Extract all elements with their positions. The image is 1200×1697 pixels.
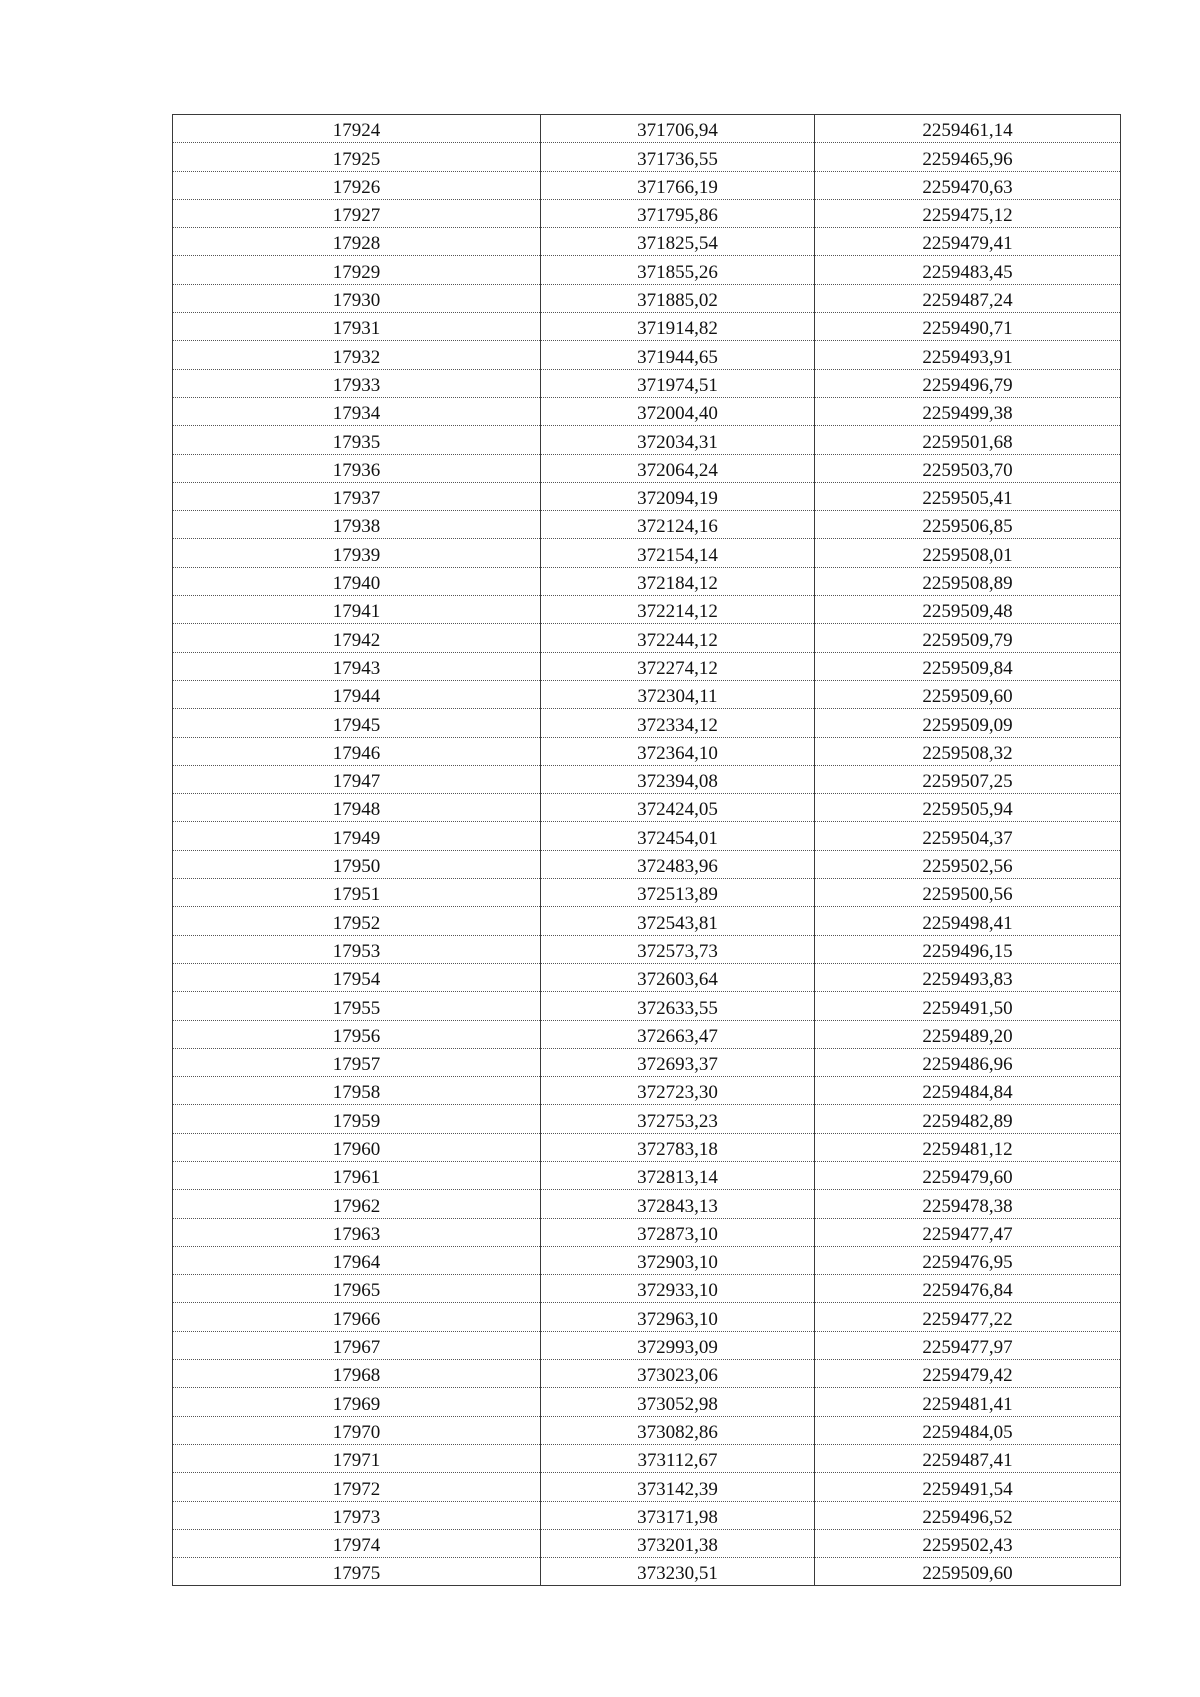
point-number-cell: 17957: [173, 1048, 541, 1076]
table-row: [173, 1388, 1121, 1416]
x-coordinate-cell: 372513,89: [541, 879, 815, 907]
y-coordinate-cell: 2259491,54: [815, 1473, 1121, 1501]
point-number-cell: 17973: [173, 1501, 541, 1529]
table-row: [173, 822, 1121, 850]
table-row: [173, 1275, 1121, 1303]
x-coordinate-cell: 373023,06: [541, 1360, 815, 1388]
y-coordinate-cell: 2259509,60: [815, 1558, 1121, 1586]
y-coordinate-cell: 2259477,47: [815, 1218, 1121, 1246]
x-coordinate-cell: 371855,26: [541, 256, 815, 284]
y-coordinate-cell: 2259490,71: [815, 313, 1121, 341]
x-coordinate-cell: 372394,08: [541, 765, 815, 793]
x-coordinate-cell: 372274,12: [541, 652, 815, 680]
y-coordinate-cell: 2259487,24: [815, 284, 1121, 312]
y-coordinate-cell: 2259489,20: [815, 1020, 1121, 1048]
table-row: [173, 1303, 1121, 1331]
table-row: [173, 1246, 1121, 1274]
table-row: [173, 794, 1121, 822]
x-coordinate-cell: 371766,19: [541, 171, 815, 199]
x-coordinate-cell: 372184,12: [541, 567, 815, 595]
point-number-cell: 17946: [173, 737, 541, 765]
point-number-cell: 17975: [173, 1558, 541, 1586]
table-row: [173, 143, 1121, 171]
x-coordinate-cell: 372334,12: [541, 709, 815, 737]
table-row: [173, 539, 1121, 567]
table-row: [173, 482, 1121, 510]
x-coordinate-cell: 372783,18: [541, 1133, 815, 1161]
y-coordinate-cell: 2259508,89: [815, 567, 1121, 595]
y-coordinate-cell: 2259509,09: [815, 709, 1121, 737]
point-number-cell: 17932: [173, 341, 541, 369]
y-coordinate-cell: 2259509,60: [815, 680, 1121, 708]
y-coordinate-cell: 2259509,84: [815, 652, 1121, 680]
x-coordinate-cell: 371974,51: [541, 369, 815, 397]
point-number-cell: 17952: [173, 907, 541, 935]
x-coordinate-cell: 373171,98: [541, 1501, 815, 1529]
table-row: [173, 341, 1121, 369]
point-number-cell: 17944: [173, 680, 541, 708]
table-row: [173, 1331, 1121, 1359]
point-number-cell: 17956: [173, 1020, 541, 1048]
y-coordinate-cell: 2259465,96: [815, 143, 1121, 171]
y-coordinate-cell: 2259476,84: [815, 1275, 1121, 1303]
table-row: [173, 426, 1121, 454]
point-number-cell: 17937: [173, 482, 541, 510]
point-number-cell: 17927: [173, 199, 541, 227]
x-coordinate-cell: 372693,37: [541, 1048, 815, 1076]
x-coordinate-cell: 372364,10: [541, 737, 815, 765]
table-row: [173, 907, 1121, 935]
x-coordinate-cell: 371736,55: [541, 143, 815, 171]
table-row: [173, 1473, 1121, 1501]
table-row: [173, 1161, 1121, 1189]
table-row: [173, 1501, 1121, 1529]
y-coordinate-cell: 2259476,95: [815, 1246, 1121, 1274]
x-coordinate-cell: 371795,86: [541, 199, 815, 227]
x-coordinate-cell: 372454,01: [541, 822, 815, 850]
point-number-cell: 17967: [173, 1331, 541, 1359]
table-row: [173, 1190, 1121, 1218]
point-number-cell: 17943: [173, 652, 541, 680]
y-coordinate-cell: 2259504,37: [815, 822, 1121, 850]
x-coordinate-cell: 372633,55: [541, 992, 815, 1020]
x-coordinate-cell: 372124,16: [541, 511, 815, 539]
table-row: [173, 680, 1121, 708]
x-coordinate-cell: 373052,98: [541, 1388, 815, 1416]
point-number-cell: 17933: [173, 369, 541, 397]
y-coordinate-cell: 2259491,50: [815, 992, 1121, 1020]
table-row: [173, 1077, 1121, 1105]
point-number-cell: 17964: [173, 1246, 541, 1274]
y-coordinate-cell: 2259481,12: [815, 1133, 1121, 1161]
y-coordinate-cell: 2259493,91: [815, 341, 1121, 369]
y-coordinate-cell: 2259500,56: [815, 879, 1121, 907]
table-row: [173, 511, 1121, 539]
point-number-cell: 17965: [173, 1275, 541, 1303]
table-row: [173, 397, 1121, 425]
y-coordinate-cell: 2259509,79: [815, 624, 1121, 652]
table-row: [173, 1416, 1121, 1444]
y-coordinate-cell: 2259502,56: [815, 850, 1121, 878]
point-number-cell: 17963: [173, 1218, 541, 1246]
point-number-cell: 17969: [173, 1388, 541, 1416]
point-number-cell: 17961: [173, 1161, 541, 1189]
y-coordinate-cell: 2259484,05: [815, 1416, 1121, 1444]
table-row: [173, 652, 1121, 680]
point-number-cell: 17926: [173, 171, 541, 199]
x-coordinate-cell: 372723,30: [541, 1077, 815, 1105]
point-number-cell: 17929: [173, 256, 541, 284]
x-coordinate-cell: 372963,10: [541, 1303, 815, 1331]
x-coordinate-cell: 373230,51: [541, 1558, 815, 1586]
x-coordinate-cell: 372304,11: [541, 680, 815, 708]
table-row: [173, 850, 1121, 878]
point-number-cell: 17970: [173, 1416, 541, 1444]
table-row: [173, 284, 1121, 312]
table-row: [173, 1133, 1121, 1161]
table-row: [173, 1048, 1121, 1076]
y-coordinate-cell: 2259496,15: [815, 935, 1121, 963]
y-coordinate-cell: 2259486,96: [815, 1048, 1121, 1076]
x-coordinate-cell: 372214,12: [541, 596, 815, 624]
x-coordinate-cell: 373082,86: [541, 1416, 815, 1444]
point-number-cell: 17955: [173, 992, 541, 1020]
point-number-cell: 17942: [173, 624, 541, 652]
point-number-cell: 17960: [173, 1133, 541, 1161]
point-number-cell: 17966: [173, 1303, 541, 1331]
table-row: [173, 228, 1121, 256]
x-coordinate-cell: 372873,10: [541, 1218, 815, 1246]
y-coordinate-cell: 2259478,38: [815, 1190, 1121, 1218]
table-row: [173, 709, 1121, 737]
y-coordinate-cell: 2259502,43: [815, 1529, 1121, 1557]
table-row: [173, 963, 1121, 991]
y-coordinate-cell: 2259479,41: [815, 228, 1121, 256]
x-coordinate-cell: 371914,82: [541, 313, 815, 341]
coordinates-table: [172, 114, 1121, 1586]
x-coordinate-cell: 372094,19: [541, 482, 815, 510]
table-row: [173, 567, 1121, 595]
table-row: [173, 596, 1121, 624]
x-coordinate-cell: 372034,31: [541, 426, 815, 454]
y-coordinate-cell: 2259508,01: [815, 539, 1121, 567]
point-number-cell: 17930: [173, 284, 541, 312]
x-coordinate-cell: 372993,09: [541, 1331, 815, 1359]
table-row: [173, 454, 1121, 482]
point-number-cell: 17950: [173, 850, 541, 878]
x-coordinate-cell: 372483,96: [541, 850, 815, 878]
y-coordinate-cell: 2259505,41: [815, 482, 1121, 510]
x-coordinate-cell: 372813,14: [541, 1161, 815, 1189]
x-coordinate-cell: 372004,40: [541, 397, 815, 425]
table-row: [173, 935, 1121, 963]
table-row: [173, 199, 1121, 227]
point-number-cell: 17939: [173, 539, 541, 567]
point-number-cell: 17941: [173, 596, 541, 624]
x-coordinate-cell: 372903,10: [541, 1246, 815, 1274]
point-number-cell: 17972: [173, 1473, 541, 1501]
x-coordinate-cell: 371706,94: [541, 115, 815, 143]
y-coordinate-cell: 2259475,12: [815, 199, 1121, 227]
point-number-cell: 17953: [173, 935, 541, 963]
x-coordinate-cell: 371825,54: [541, 228, 815, 256]
point-number-cell: 17924: [173, 115, 541, 143]
y-coordinate-cell: 2259477,97: [815, 1331, 1121, 1359]
x-coordinate-cell: 373142,39: [541, 1473, 815, 1501]
point-number-cell: 17936: [173, 454, 541, 482]
y-coordinate-cell: 2259461,14: [815, 115, 1121, 143]
x-coordinate-cell: 372663,47: [541, 1020, 815, 1048]
point-number-cell: 17962: [173, 1190, 541, 1218]
table-row: [173, 1218, 1121, 1246]
x-coordinate-cell: 372244,12: [541, 624, 815, 652]
table-row: [173, 171, 1121, 199]
table-row: [173, 313, 1121, 341]
point-number-cell: 17968: [173, 1360, 541, 1388]
x-coordinate-cell: 373112,67: [541, 1444, 815, 1472]
y-coordinate-cell: 2259487,41: [815, 1444, 1121, 1472]
point-number-cell: 17938: [173, 511, 541, 539]
table-row: [173, 256, 1121, 284]
table-row: [173, 1558, 1121, 1586]
y-coordinate-cell: 2259481,41: [815, 1388, 1121, 1416]
x-coordinate-cell: 372753,23: [541, 1105, 815, 1133]
y-coordinate-cell: 2259507,25: [815, 765, 1121, 793]
point-number-cell: 17951: [173, 879, 541, 907]
x-coordinate-cell: 372154,14: [541, 539, 815, 567]
y-coordinate-cell: 2259482,89: [815, 1105, 1121, 1133]
x-coordinate-cell: 372933,10: [541, 1275, 815, 1303]
point-number-cell: 17940: [173, 567, 541, 595]
y-coordinate-cell: 2259509,48: [815, 596, 1121, 624]
table-row: [173, 1444, 1121, 1472]
x-coordinate-cell: 372064,24: [541, 454, 815, 482]
table-row: [173, 765, 1121, 793]
point-number-cell: 17948: [173, 794, 541, 822]
y-coordinate-cell: 2259493,83: [815, 963, 1121, 991]
table-row: [173, 115, 1121, 143]
x-coordinate-cell: 372424,05: [541, 794, 815, 822]
point-number-cell: 17935: [173, 426, 541, 454]
point-number-cell: 17928: [173, 228, 541, 256]
x-coordinate-cell: 371944,65: [541, 341, 815, 369]
table-row: [173, 1020, 1121, 1048]
y-coordinate-cell: 2259503,70: [815, 454, 1121, 482]
point-number-cell: 17954: [173, 963, 541, 991]
table-row: [173, 624, 1121, 652]
point-number-cell: 17949: [173, 822, 541, 850]
point-number-cell: 17931: [173, 313, 541, 341]
coordinates-table-body: [173, 115, 1121, 1586]
point-number-cell: 17945: [173, 709, 541, 737]
y-coordinate-cell: 2259484,84: [815, 1077, 1121, 1105]
x-coordinate-cell: 373201,38: [541, 1529, 815, 1557]
x-coordinate-cell: 372543,81: [541, 907, 815, 935]
y-coordinate-cell: 2259508,32: [815, 737, 1121, 765]
y-coordinate-cell: 2259479,42: [815, 1360, 1121, 1388]
table-row: [173, 1105, 1121, 1133]
point-number-cell: 17925: [173, 143, 541, 171]
point-number-cell: 17971: [173, 1444, 541, 1472]
y-coordinate-cell: 2259499,38: [815, 397, 1121, 425]
y-coordinate-cell: 2259505,94: [815, 794, 1121, 822]
point-number-cell: 17958: [173, 1077, 541, 1105]
point-number-cell: 17974: [173, 1529, 541, 1557]
y-coordinate-cell: 2259496,79: [815, 369, 1121, 397]
x-coordinate-cell: 372603,64: [541, 963, 815, 991]
y-coordinate-cell: 2259501,68: [815, 426, 1121, 454]
point-number-cell: 17934: [173, 397, 541, 425]
point-number-cell: 17959: [173, 1105, 541, 1133]
y-coordinate-cell: 2259498,41: [815, 907, 1121, 935]
y-coordinate-cell: 2259506,85: [815, 511, 1121, 539]
y-coordinate-cell: 2259483,45: [815, 256, 1121, 284]
table-row: [173, 1360, 1121, 1388]
x-coordinate-cell: 372573,73: [541, 935, 815, 963]
y-coordinate-cell: 2259470,63: [815, 171, 1121, 199]
table-row: [173, 1529, 1121, 1557]
point-number-cell: 17947: [173, 765, 541, 793]
table-row: [173, 737, 1121, 765]
table-row: [173, 369, 1121, 397]
x-coordinate-cell: 371885,02: [541, 284, 815, 312]
table-row: [173, 879, 1121, 907]
x-coordinate-cell: 372843,13: [541, 1190, 815, 1218]
y-coordinate-cell: 2259496,52: [815, 1501, 1121, 1529]
table-row: [173, 992, 1121, 1020]
y-coordinate-cell: 2259477,22: [815, 1303, 1121, 1331]
y-coordinate-cell: 2259479,60: [815, 1161, 1121, 1189]
